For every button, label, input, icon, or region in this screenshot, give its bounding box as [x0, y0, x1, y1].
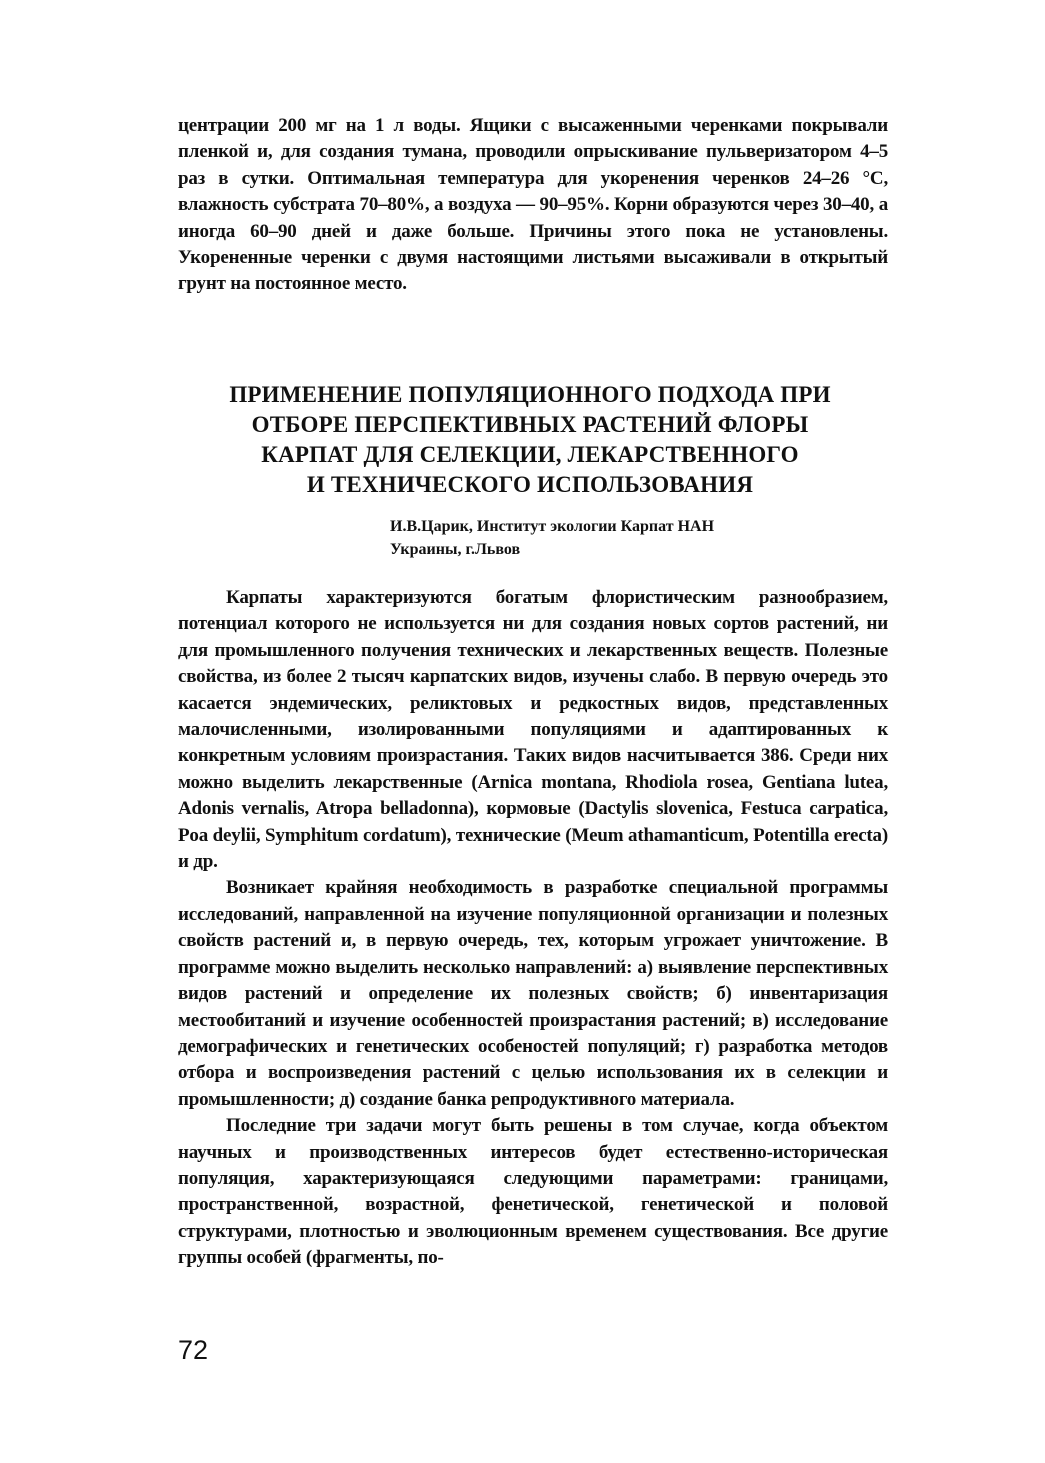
body-paragraph: Карпаты характеризуются богатым флористическим разнообразием, потенциал которого не используется ни для создания новых сортов растений, ни для промышленного получения технических и лекарственных веществ. Полезные свойства, из более 2 тысяч карпатских видов, изучены слабо. В первую очередь это касается эндемических, реликтовых и редкостных видов, представленных малочисленными, изолированными популяциями и адаптированных к конкретным условиям произрастания. Таких видов насчитывается 386. Среди них можно выделить лекарственные (Arnica montana, Rhodiola rosea, Gentiana lutea, Adonis vernalis, Atropa belladonna), кормовые (Dactylis slovenica, Festuca carpatica, Poa deylii, Symphitum cordatum), технические (Meum athamanticum, Potentilla erecta) и др. — [178, 587, 888, 873]
body-paragraph: Последние три задачи могут быть решены в том случае, когда объектом научных и производственных интересов будет естественно-историческая популяция, характеризующаяся следующими параметрами: границами, пространственной, возрастной, фенетической, генетической и половой структурами, плотностью и эволюционным временем существования. Все другие группы особей (фрагменты, по- — [178, 1115, 888, 1269]
intro-paragraph: центрации 200 мг на 1 л воды. Ящики с высаженными черенками покрывали пленкой и, для создания тумана, проводили опрыскивание пульверизатором 4–5 раз в сутки. Оптимальная температура для укоренения черенков 24–26 °С, влажность субстрата 70–80%, а воздуха — 90–95%. Корни образуются через 30–40, а иногда 60–90 дней и даже больше. Причины этого пока не установлены. Укорененные черенки с двумя настоящими листьями высаживали в открытый грунт на постоянное место. — [178, 115, 888, 295]
title-line: ПРИМЕНЕНИЕ ПОПУЛЯЦИОННОГО ПОДХОДА ПРИ — [229, 382, 831, 407]
title-line: ОТБОРЕ ПЕРСПЕКТИВНЫХ РАСТЕНИЙ ФЛОРЫ — [251, 412, 809, 437]
intro-text — [178, 113, 888, 298]
body-paragraph: Возникает крайняя необходимость в разработке специальной программы исследований, направленной на изучение популяционной организации и полезных свойств растений и, в первую очередь, тех, которым угрожает уничтожение. В программе можно выделить несколько направлений: а) выявление перспективных видов растений и определение их полезных свойств; б) инвентаризация местообитаний и изучение особенностей произрастания растений; в) исследование демографических и генетических особеностей популяций; г) разработка методов отбора и воспроизведения растений с целью использования их в селекции и промышленности; д) создание банка репродуктивного материала. — [178, 877, 888, 1110]
page-number: 72 — [178, 1335, 209, 1365]
article-body — [178, 585, 888, 1272]
author-line: И.В.Царик, Институт экологии Карпат НАН — [390, 518, 715, 535]
author-affiliation — [390, 515, 840, 561]
article-title — [190, 380, 870, 500]
title-line: КАРПАТ ДЛЯ СЕЛЕКЦИИ, ЛЕКАРСТВЕННОГО — [261, 442, 799, 467]
title-line: И ТЕХНИЧЕСКОГО ИСПОЛЬЗОВАНИЯ — [306, 472, 754, 497]
author-line: Украины, г.Львов — [390, 541, 521, 558]
